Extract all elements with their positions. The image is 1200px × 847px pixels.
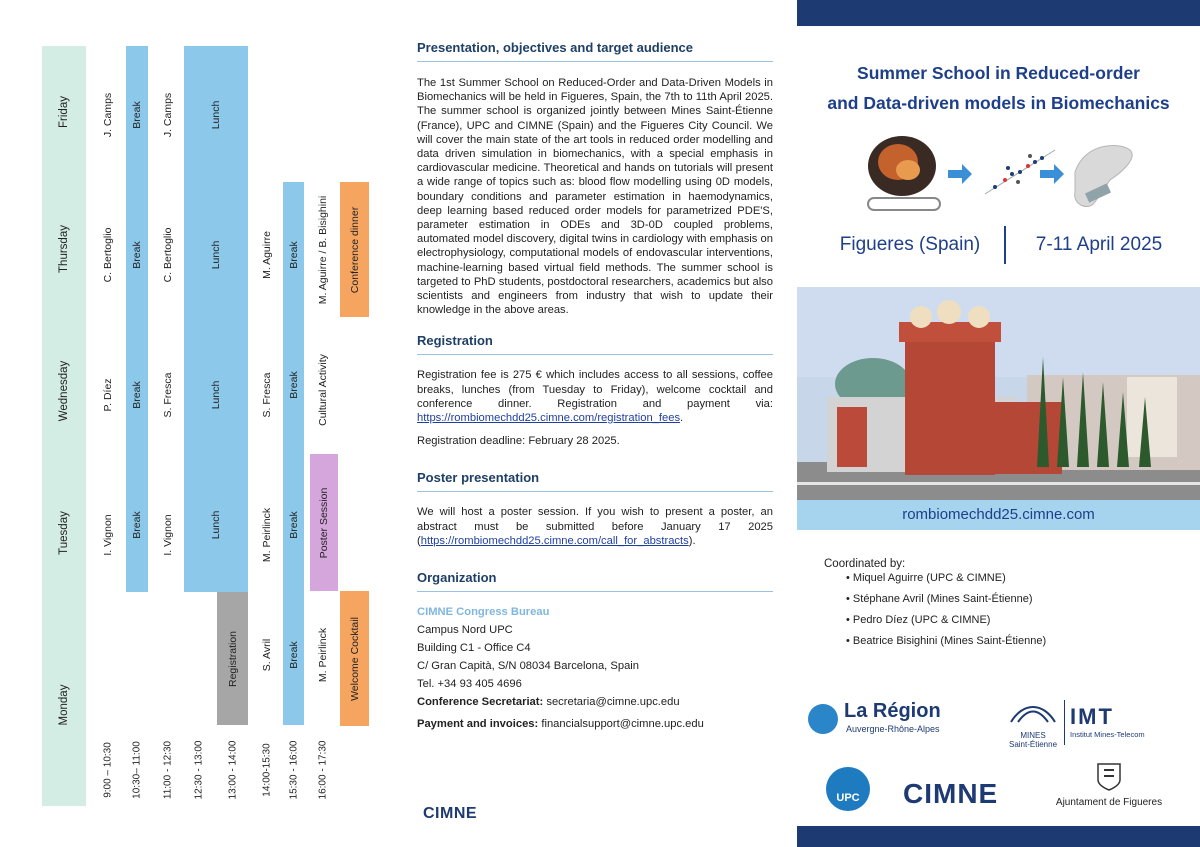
coordinated-by-label: Coordinated by: — [824, 558, 906, 570]
coordinator-item: • Miquel Aguirre (UPC & CIMNE) — [846, 572, 1006, 584]
organization-line: Campus Nord UPC — [417, 624, 513, 637]
welcome-cocktail-block: Welcome Cocktail — [340, 591, 369, 726]
time-label: 11:00 - 12:30 — [162, 740, 174, 800]
mountain-icon — [808, 704, 838, 734]
day-cell-monday: Monday — [42, 604, 86, 806]
presentation-body: The 1st Summer School on Reduced-Order and Data-Driven Models in Biomechanics will be held in Figueres, Spain, the 7th to 11th April 2025. The summer school is organized jointly between Mines Saint-Étienne (France), UPC and CIMNE (Spain) and the Figueres City Council. We will cover the main state of the art tools in reduced order modelling and data driven simulation in biomechanics, with a special emphasis in cardiovascular medicine. Theoretical and hands on tutorials will present a wide range of topics such as: blood flow modelling using 0D models, boundary conditions and parameter estimation in haemodynamics, deep learning based reduced order models for parametrized PDE'S, parameter estimation in ODEs and 3D-0D coupled problems, automated model discovery, digital twins in cardiology with emphasis on electrophysiology, computational models of endovascular interventions, machine-learning based virtual field methods. The summer school is targeted to PhD students, postdoctoral researchers, academics but also scientists and engineers from industry that wish to update their knowledge in the above areas. — [417, 77, 773, 317]
biomechanics-illustration — [860, 132, 1145, 222]
time-label: 14:00-15:30 — [261, 743, 273, 797]
imt-emblem-icon: IMT — [1070, 704, 1114, 729]
session-wednesday-4: Cultural Activity — [317, 354, 329, 426]
arrow-icon — [948, 164, 972, 184]
registration-body: Registration fee is 275 € which includes access to all sessions, coffee breaks, lunches (from Tuesday to Friday), welcome cocktail and conference dinner. Registration and payment via: https://rombiomechdd25.cimne.com/registration_fees. — [417, 369, 773, 425]
session-wednesday-2: S. Fresca — [162, 372, 174, 418]
bottom-bar — [797, 826, 1200, 847]
organization-heading: Organization — [417, 570, 497, 586]
organization-line: Tel. +34 93 405 4696 — [417, 678, 522, 691]
coordinator-item: • Stéphane Avril (Mines Saint-Étienne) — [846, 593, 1033, 605]
session-friday-2: J. Camps — [162, 92, 174, 138]
conference-dinner-block: Conference dinner — [340, 182, 369, 317]
day-cell-friday: Friday — [42, 46, 86, 177]
coordinator-item: • Beatrice Bisighini (Mines Saint-Étienne) — [846, 635, 1047, 647]
day-cell-tuesday: Tuesday — [42, 461, 86, 604]
info-panel — [417, 40, 773, 733]
session-tuesday-3: M. Peirlinck — [261, 507, 273, 563]
payment-line: Payment and invoices: financialsupport@cimne.upc.edu — [417, 718, 704, 731]
session-monday-3: S. Avril — [261, 638, 273, 672]
registration-deadline: Registration deadline: February 28 2025. — [417, 435, 620, 448]
upc-logo: UPC — [826, 767, 870, 811]
lunch-label-friday: Lunch — [210, 100, 222, 130]
secretariat-email[interactable]: secretaria@cimne.upc.edu — [546, 696, 680, 709]
break-label-friday: Break — [131, 101, 143, 129]
coordinator-item: • Pedro Díez (UPC & CIMNE) — [846, 614, 991, 626]
secretariat-line: Conference Secretariat: secretaria@cimne.upc.edu — [417, 696, 680, 709]
session-friday-1: J. Camps — [102, 92, 114, 138]
museum-photo — [797, 287, 1200, 500]
pm-break-label-wednesday: Break — [287, 371, 300, 399]
call-for-abstracts-link[interactable]: https://rombiomechdd25.cimne.com/call_for_abstracts — [420, 534, 689, 547]
organization-line: Building C1 - Office C4 — [417, 642, 531, 655]
poster-heading: Poster presentation — [417, 470, 540, 486]
cimne-logo-small: CIMNE — [423, 805, 478, 822]
presentation-heading: Presentation, objectives and target audience — [417, 40, 693, 55]
cover-divider — [1004, 226, 1006, 264]
pm-break-label-tuesday: Break — [287, 511, 300, 539]
lunch-label-tuesday: Lunch — [210, 510, 222, 540]
break-label-thursday: Break — [131, 241, 143, 269]
poster-body: We will host a poster session. If you wish to present a poster, an abstract must be submitted before January 17 2025 (https://rombiomechdd25.cimne.com/call_for_abstracts). — [417, 506, 773, 547]
cimne-logo: CIMNE — [903, 778, 999, 809]
website-box[interactable]: rombiomechdd25.cimne.com — [797, 500, 1200, 530]
lunch-label-wednesday: Lunch — [210, 380, 222, 410]
arrow-icon — [1040, 164, 1064, 184]
time-label: 13:00 - 14:00 — [227, 740, 239, 800]
lunch-label-thursday: Lunch — [210, 240, 222, 270]
session-wednesday-3: S. Fresca — [261, 372, 273, 418]
figueres-shield-icon — [1096, 762, 1122, 792]
session-thursday-2: C. Bertoglio — [162, 227, 174, 283]
imt-logo: IMT Institut Mines-Telecom — [1070, 704, 1160, 744]
cover-dates: 7-11 April 2025 — [1035, 234, 1163, 255]
registration-block: Registration — [217, 592, 248, 725]
session-thursday-4: M. Aguirre / B. Bisighini — [317, 195, 329, 305]
pm-break-label-monday: Break — [287, 641, 300, 669]
day-cell-thursday: Thursday — [42, 177, 86, 321]
cover-title: Summer School in Reduced-order and Data-driven models in Biomechanics — [827, 63, 1170, 113]
day-cell-wednesday: Wednesday — [42, 321, 86, 461]
logo-divider — [1064, 700, 1065, 745]
session-thursday-1: C. Bertoglio — [102, 227, 114, 283]
organization-line: C/ Gran Capità, S/N 08034 Barcelona, Spain — [417, 660, 640, 673]
session-monday-4: M. Peirlinck — [317, 627, 329, 683]
break-label-tuesday: Break — [131, 511, 143, 539]
time-label: 10:30– 11:00 — [131, 741, 143, 799]
poster-session-block: Poster Session — [310, 454, 338, 591]
break-label-wednesday: Break — [131, 381, 143, 409]
registration-heading: Registration — [417, 333, 493, 349]
session-thursday-3: M. Aguirre — [261, 231, 273, 279]
brain-image — [868, 136, 936, 196]
time-label: 12:30 - 13:00 — [193, 740, 205, 800]
top-bar — [797, 0, 1200, 26]
time-label: 16:00 - 17:30 — [317, 740, 329, 800]
session-tuesday-1: I. Vignon — [102, 514, 114, 556]
registration-fees-link[interactable]: https://rombiomechdd25.cimne.com/registration_fees — [417, 412, 681, 425]
mines-logo: MINES Saint-Étienne — [1003, 700, 1063, 748]
artery-model-image — [1075, 145, 1133, 206]
session-tuesday-2: I. Vignon — [162, 514, 174, 556]
figueres-logo: Ajuntament de Figueres — [1044, 762, 1174, 808]
pm-break-label-thursday: Break — [287, 241, 300, 269]
mines-emblem-icon — [1008, 700, 1058, 726]
stent-image — [868, 198, 940, 210]
time-label: 9:00 – 10:30 — [102, 742, 114, 798]
payment-email[interactable]: financialsupport@cimne.upc.edu — [541, 718, 704, 731]
region-logo: La Région Auvergne-Rhône-Alpes — [808, 700, 958, 740]
coordinators-list — [846, 572, 1046, 656]
time-label: 15:30 - 16:00 — [288, 740, 300, 800]
cover-location: Figueres (Spain) — [839, 234, 981, 255]
session-wednesday-1: P. Díez — [102, 378, 114, 412]
organization-bureau: CIMNE Congress Bureau — [417, 606, 550, 619]
